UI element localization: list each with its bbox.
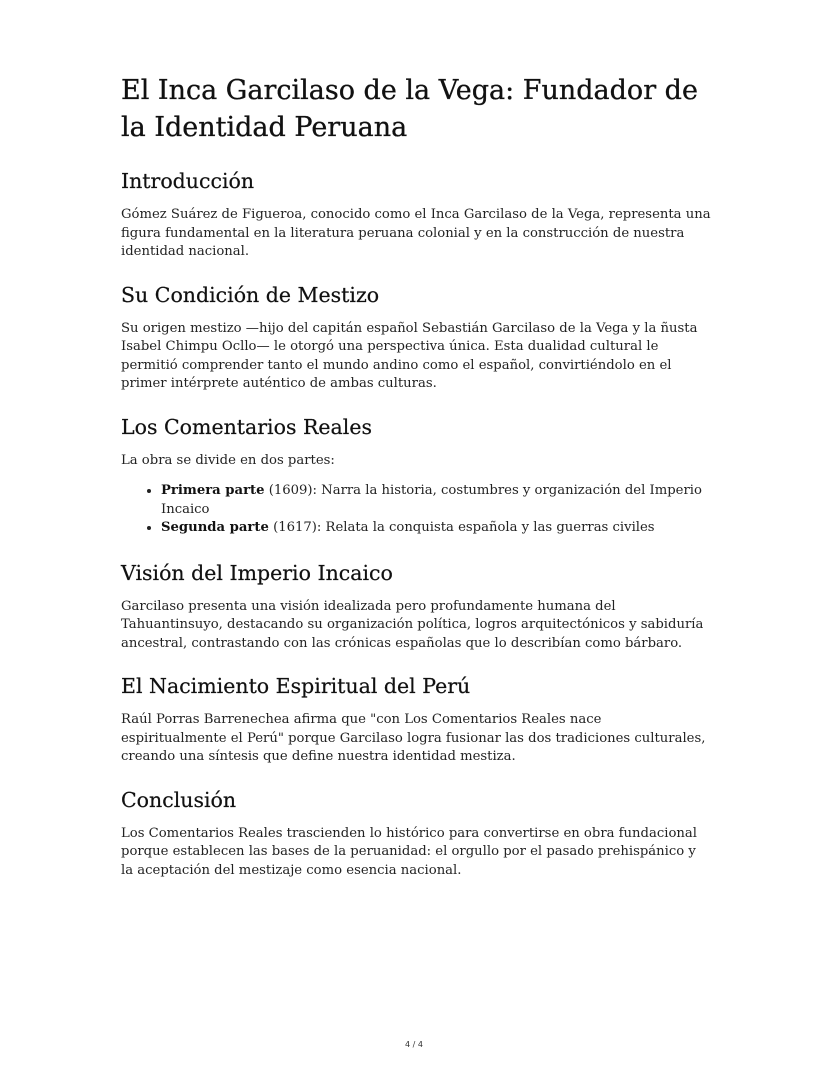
section-heading-introduccion: Introducción (121, 169, 255, 193)
section-paragraph-comentarios: La obra se divide en dos partes: (121, 452, 335, 468)
section-heading-nacimiento: El Nacimiento Espiritual del Perú (121, 674, 471, 698)
page-number: 4 / 4 (405, 1040, 423, 1049)
section-heading-conclusion: Conclusión (121, 787, 237, 812)
section-heading-comentarios: Los Comentarios Reales (121, 414, 372, 439)
list-item-bold: Primera parte (161, 483, 265, 498)
document-title: El Inca Garcilaso de la Vega: Fundador de la Identidad Peruana (121, 75, 698, 143)
list-item (161, 519, 711, 538)
list-item-bold: Segunda parte (161, 520, 269, 535)
document-page (121, 72, 711, 899)
section-paragraph-nacimiento: Raúl Porras Barrenechea afirma que "con Los Comentarios Reales nace espiritualmente el Perú" porque Garcilaso logra fusionar las dos tradiciones culturales, creando una síntesis que define nuestra identidad mestiza. (121, 712, 706, 764)
list-item (161, 482, 711, 519)
section-heading-vision: Visión del Imperio Incaico (121, 560, 393, 585)
list-item-text: (1617): Relata la conquista española y las guerras civiles (268, 520, 655, 535)
section-paragraph-mestizo: Su origen mestizo —hijo del capitán español Sebastián Garcilaso de la Vega y la ñusta Isabel Chimpu Ocllo— le otorgó una perspectiva única. Esta dualidad cultural le permitió comprender tanto el mundo andino como el español, convirtiéndolo en el primer intérprete auténtico de ambas culturas. (121, 320, 698, 391)
section-paragraph-conclusion: Los Comentarios Reales trascienden lo histórico para convertirse en obra fundacional porque establecen las bases de la peruanidad: el orgullo por el pasado prehispánico y la aceptación del mestizaje como esencia nacional. (121, 825, 697, 878)
section-paragraph-introduccion: Gómez Suárez de Figueroa, conocido como el Inca Garcilaso de la Vega, representa una figura fundamental en la literatura peruana colonial y en la construcción de nuestra identidad nacional. (121, 207, 711, 259)
section-heading-mestizo: Su Condición de Mestizo (121, 282, 380, 307)
parts-list (121, 482, 711, 538)
list-item-text: (1609): Narra la historia, costumbres y organización del Imperio Incaico (161, 483, 702, 517)
section-paragraph-vision: Garcilaso presenta una visión idealizada pero profundamente humana del Tahuantinsuyo, destacando su organización política, logros arquitectónicos y sabiduría ancestral, contrastando con las crónicas españolas que lo describían como bárbaro. (121, 598, 704, 651)
